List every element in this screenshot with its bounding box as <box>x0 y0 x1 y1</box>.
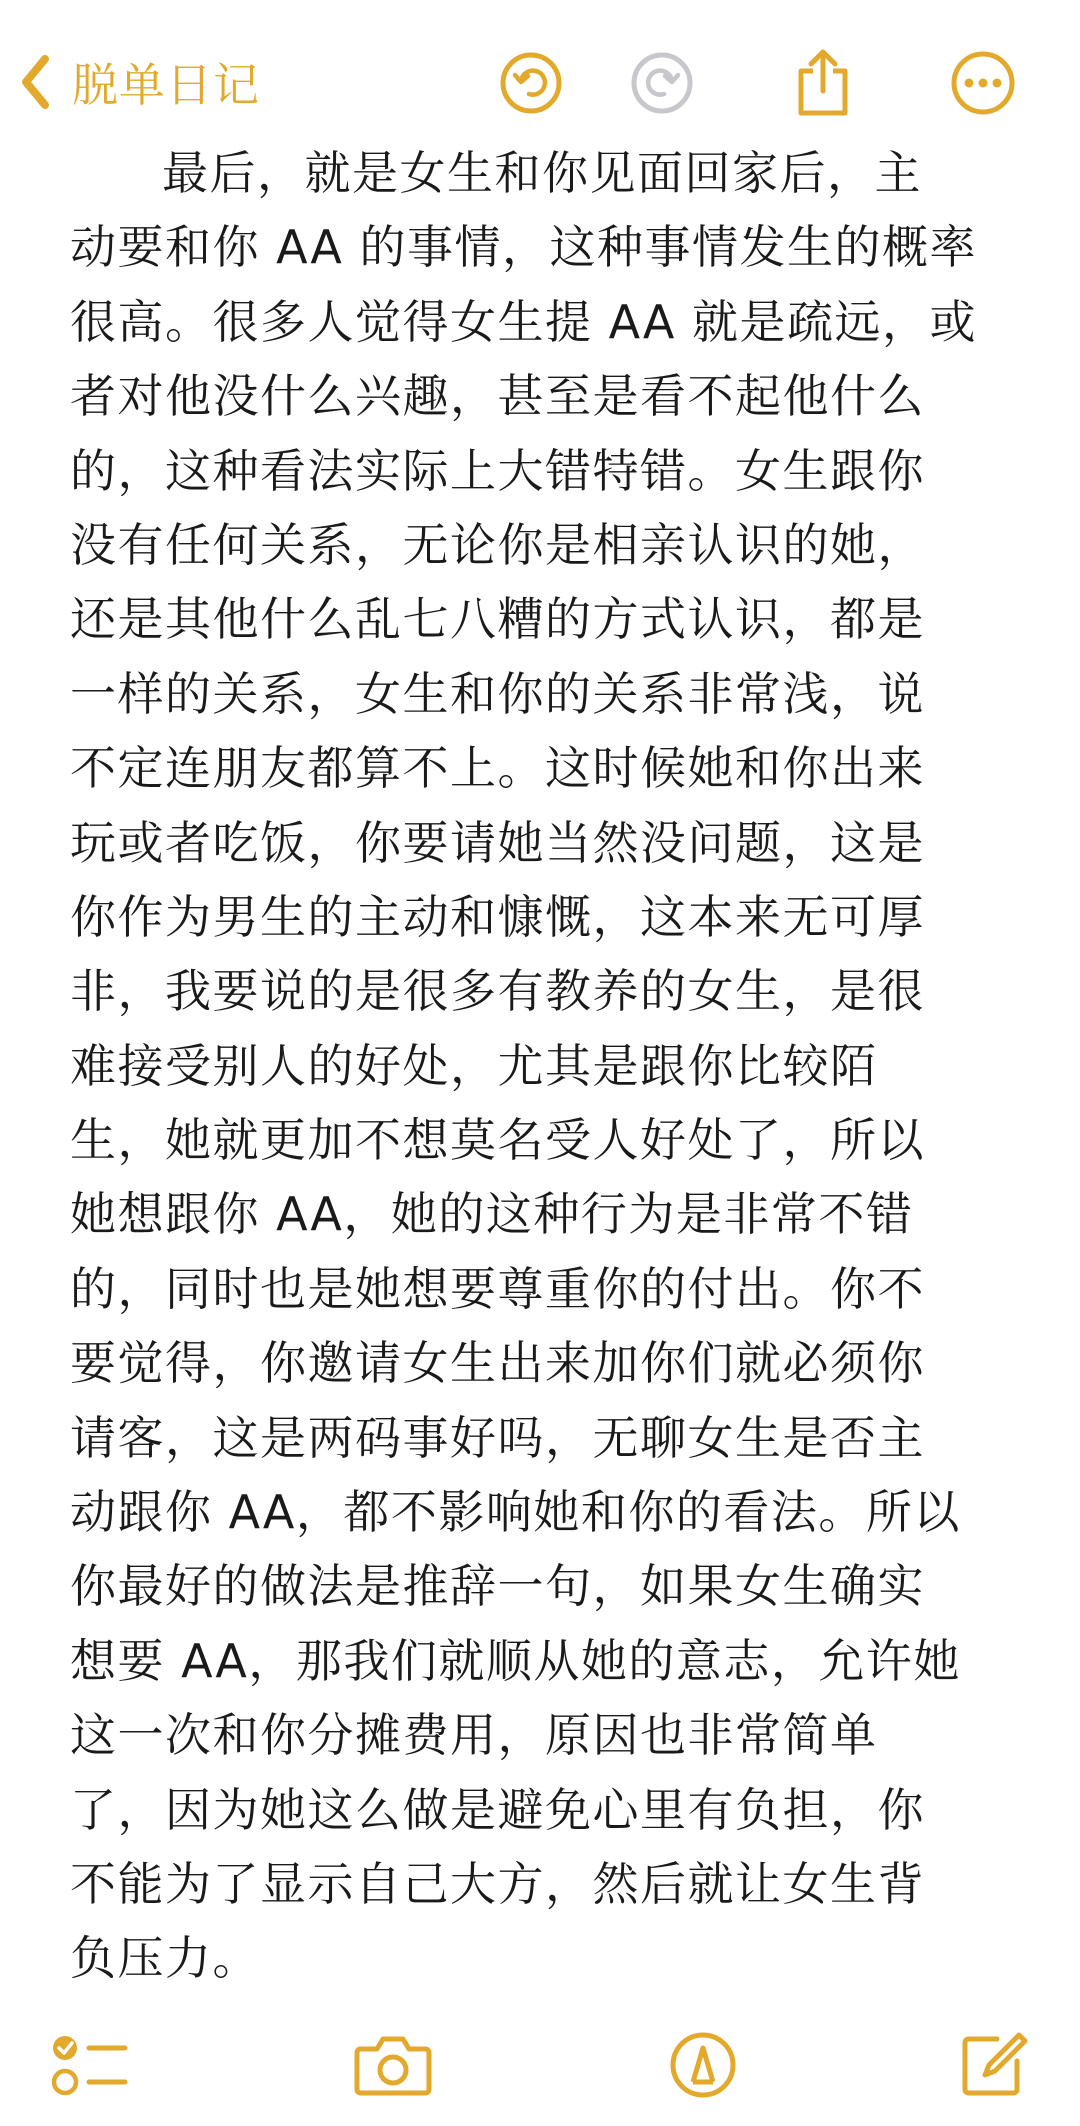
share-icon <box>793 47 853 119</box>
note-line: 还是其他什么乱七八糟的方式认识，都是 <box>70 592 925 647</box>
note-line: 请客，这是两码事好吗，无聊女生是否主 <box>70 1410 925 1465</box>
note-line: 她想跟你 AA，她的这种行为是非常不错 <box>70 1187 914 1242</box>
note-line: 没有任何关系，无论你是相亲认识的她， <box>70 517 925 572</box>
note-line: 一样的关系，女生和你的关系非常浅，说 <box>70 666 925 721</box>
note-line: 要觉得，你邀请女生出来加你们就必须你 <box>70 1336 925 1391</box>
checklist-icon <box>49 2030 129 2100</box>
navigation-bar <box>0 0 1080 140</box>
note-line: 动跟你 AA，都不影响她和你的看法。所以 <box>70 1485 961 1540</box>
camera-button[interactable] <box>348 2020 438 2110</box>
note-body[interactable] <box>70 136 1000 1996</box>
note-line: 生，她就更加不想莫名受人好处了，所以 <box>70 1113 925 1168</box>
more-button[interactable] <box>948 48 1018 118</box>
markup-icon <box>668 2030 738 2100</box>
note-line: 玩或者吃饭，你要请她当然没问题，这是 <box>70 815 925 870</box>
note-line: 不能为了显示自己大方，然后就让女生背 <box>70 1856 925 1911</box>
more-icon <box>950 50 1016 116</box>
note-line: 了，因为她这么做是避免心里有负担，你 <box>70 1782 925 1837</box>
note-line: 负压力。 <box>70 1931 260 1986</box>
back-button[interactable] <box>20 52 260 112</box>
chevron-left-icon <box>20 54 50 110</box>
checklist-button[interactable] <box>44 2020 134 2110</box>
camera-icon <box>353 2033 433 2097</box>
note-line: 很高。很多人觉得女生提 AA 就是疏远，或 <box>70 294 977 349</box>
undo-button[interactable] <box>496 48 566 118</box>
markup-button[interactable] <box>658 2020 748 2110</box>
note-line: 难接受别人的好处，尤其是跟你比较陌 <box>70 1038 878 1093</box>
undo-icon <box>499 51 563 115</box>
compose-icon <box>957 2029 1029 2101</box>
bottom-toolbar <box>0 2020 1080 2126</box>
redo-icon <box>630 51 694 115</box>
note-line: 想要 AA，那我们就顺从她的意志，允许她 <box>70 1633 961 1688</box>
note-line: 的，同时也是她想要尊重你的付出。你不 <box>70 1261 925 1316</box>
note-line: 者对他没什么兴趣，甚至是看不起他什么 <box>70 369 925 424</box>
compose-button[interactable] <box>948 2020 1038 2110</box>
note-line: 你最好的做法是推辞一句，如果女生确实 <box>70 1559 925 1614</box>
note-line: 最后，就是女生和你见面回家后，主 <box>162 146 922 200</box>
note-line: 不定连朋友都算不上。这时候她和你出来 <box>70 741 925 796</box>
note-line: 非，我要说的是很多有教养的女生，是很 <box>70 964 925 1019</box>
note-line: 这一次和你分摊费用，原因也非常简单 <box>70 1708 878 1763</box>
back-label: 脱单日记 <box>72 58 260 112</box>
share-button[interactable] <box>788 48 858 118</box>
note-line: 你作为男生的主动和慷慨，这本来无可厚 <box>70 889 925 944</box>
note-line: 的，这种看法实际上大错特错。女生跟你 <box>70 443 925 498</box>
redo-button[interactable] <box>627 48 697 118</box>
note-line: 动要和你 AA 的事情，这种事情发生的概率 <box>70 220 977 275</box>
